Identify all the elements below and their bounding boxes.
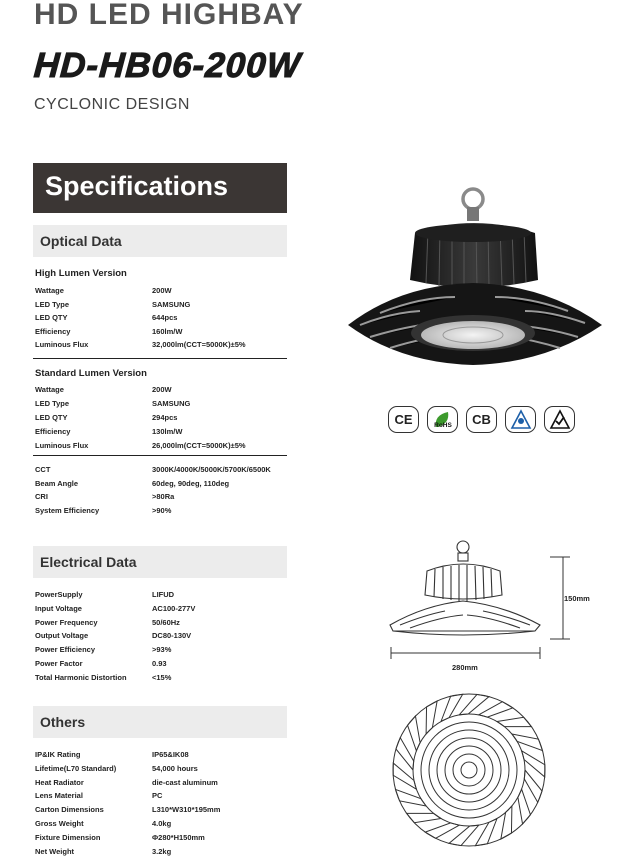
spec-label: Heat Radiator (35, 777, 84, 787)
spec-label: Wattage (35, 385, 64, 394)
spec-label: LED Type (35, 299, 70, 309)
spec-label: Efficiency (35, 426, 71, 436)
spec-label: Power Efficiency (35, 645, 96, 655)
heatsink-blade (524, 770, 542, 802)
spec-label: Wattage (35, 286, 64, 295)
high-lumen-title: High Lumen Version (35, 268, 127, 279)
spec-value: 0.93 (152, 659, 167, 668)
ce-mark-icon: CE (388, 406, 419, 433)
heatsink-blade (497, 717, 531, 726)
spec-label: Input Voltage (35, 603, 82, 613)
spec-value: L310*W310*195mm (152, 805, 221, 815)
standard-lumen-title: Standard Lumen Version (35, 368, 147, 379)
optical-data-title: Optical Data (40, 233, 122, 249)
specifications-title: Specifications (45, 171, 229, 201)
spec-label: PowerSupply (35, 590, 83, 599)
spec-value: Φ280*H150mm (152, 832, 205, 842)
spec-label: Power Frequency (35, 617, 98, 627)
saa-triangle-icon (505, 406, 536, 433)
spec-value: 4.0kg (152, 819, 172, 828)
spec-value: 644pcs (152, 313, 178, 322)
cb-mark-icon: CB (466, 406, 497, 433)
optical-data-header (33, 225, 287, 257)
model-name: HD-HB06-200W (32, 46, 303, 85)
spec-value: 3.2kg (152, 846, 172, 856)
rcm-tick-icon (544, 406, 575, 433)
heatsink-blade (396, 789, 427, 806)
spec-label: Luminous Flux (35, 340, 89, 349)
spec-label: Fixture Dimension (35, 832, 101, 842)
spec-value: >93% (152, 645, 172, 655)
spec-value: SAMSUNG (152, 299, 191, 309)
spec-label: Gross Weight (35, 819, 84, 828)
spec-label: CRI (35, 492, 48, 501)
spec-label: Luminous Flux (35, 440, 89, 450)
specifications-banner (33, 163, 287, 213)
others-header (33, 706, 287, 738)
spec-value: >80Ra (152, 492, 175, 501)
heatsink-blade (501, 806, 512, 839)
spec-value: 32,000lm(CCT=5000K)±5% (152, 340, 246, 349)
spec-value: 54,000 hours (152, 763, 198, 773)
spec-label: Output Voltage (35, 631, 89, 641)
width-dimension-label: 280mm (452, 663, 478, 672)
spec-label: LED QTY (35, 412, 68, 422)
spec-label: LED QTY (35, 313, 68, 322)
spec-value: SAMSUNG (152, 398, 191, 408)
spec-value: DC80-130V (152, 631, 192, 641)
spec-label: Net Weight (35, 846, 75, 856)
spec-value: 130lm/W (152, 426, 183, 436)
spec-label: Lens Material (35, 791, 83, 801)
spec-label: Total Harmonic Distortion (35, 672, 127, 682)
product-photo (340, 185, 610, 375)
spec-label: IP&IK Rating (35, 750, 81, 759)
spec-value: 294pcs (152, 412, 178, 422)
electrical-data-header (33, 546, 287, 578)
spec-label: Power Factor (35, 659, 83, 668)
bottom-view-drawing (389, 690, 549, 850)
spec-value: >90% (152, 505, 172, 515)
spec-label: Beam Angle (35, 478, 79, 488)
spec-value: 200W (152, 385, 172, 394)
spec-value: 26,000lm(CCT=5000K)±5% (152, 440, 246, 450)
others-title: Others (40, 714, 86, 730)
divider (33, 358, 287, 359)
product-title: HD LED HIGHBAY (34, 0, 304, 31)
spec-value: PC (152, 791, 163, 801)
spec-value: die-cast aluminum (152, 777, 218, 787)
heatsink-blade (512, 734, 543, 751)
spec-value: 3000K/4000K/5000K/5700K/6500K (152, 465, 271, 474)
spec-label: Carton Dimensions (35, 805, 104, 815)
electrical-data-title: Electrical Data (40, 554, 137, 570)
side-view-drawing (385, 535, 575, 675)
spec-label: Efficiency (35, 326, 71, 336)
heatsink-blade (426, 701, 437, 734)
spec-value: 60deg, 90deg, 110deg (152, 478, 230, 488)
divider (33, 455, 287, 456)
tagline: CYCLONIC DESIGN (34, 96, 190, 113)
spec-label: LED Type (35, 398, 70, 408)
spec-value: AC100-277V (152, 603, 196, 613)
spec-value: IP65&IK08 (152, 750, 189, 759)
spec-value: LIFUD (152, 590, 175, 599)
spec-value: 160lm/W (152, 326, 183, 336)
height-dimension-label: 150mm (564, 594, 590, 603)
rohs-leaf-icon (427, 406, 458, 433)
spec-value: 50/60Hz (152, 617, 180, 627)
svg-text:RoHS: RoHS (433, 421, 452, 429)
spec-value: 200W (152, 286, 172, 295)
heatsink-blade (407, 813, 441, 822)
heatsink-blade (408, 716, 421, 751)
spec-label: CCT (35, 465, 51, 474)
heatsink-blade (396, 738, 414, 770)
spec-label: System Efficiency (35, 505, 100, 515)
heatsink-blade (518, 789, 531, 824)
spec-value: <15% (152, 672, 172, 682)
spec-label: Lifetime(L70 Standard) (35, 763, 117, 773)
